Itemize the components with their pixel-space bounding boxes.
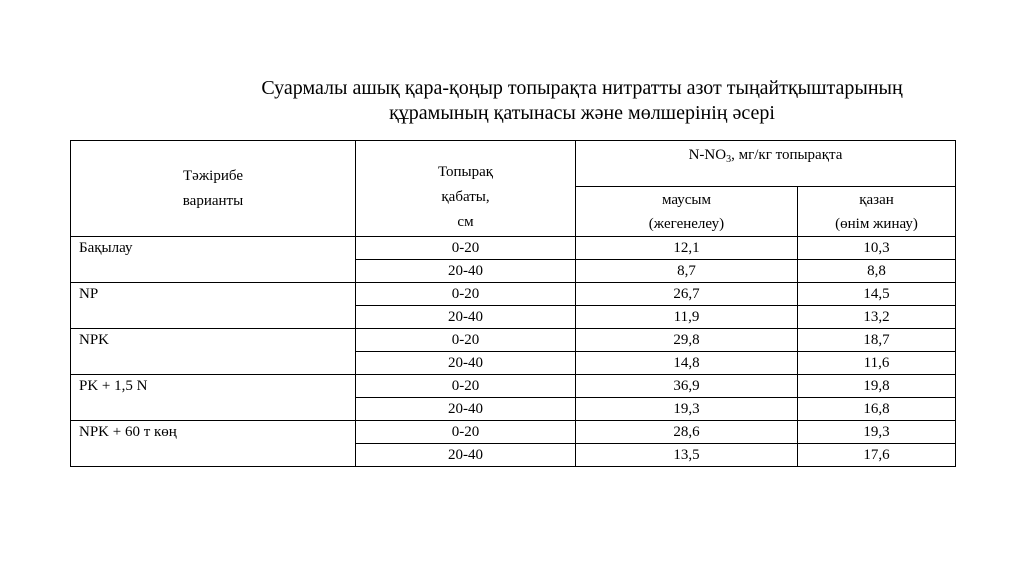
variant-cell: PK + 1,5 N [71,375,356,421]
title-line-1: Суармалы ашық қара-қоңыр топырақта нитратты азот тыңайтқыштарының [261,77,903,99]
layer-cell: 0-20 [356,375,576,398]
header-nno3: $N-NO_3$, мг/кг топырақта [576,141,956,187]
table-row [71,237,956,260]
variant-cell: NPK + 60 т көң [71,421,356,467]
layer-cell: 0-20 [356,329,576,352]
variant-cell: Бақылау [71,237,356,283]
june-cell: 26,7 [576,283,798,306]
header-soil-layer: Топырақ қабаты, см [356,141,576,237]
nitrate-table [70,140,956,467]
october-cell: 8,8 [798,260,956,283]
layer-cell: 20-40 [356,444,576,467]
june-cell: 36,9 [576,375,798,398]
title-line-2: құрамының қатынасы және мөлшерінің әсері [389,102,775,124]
june-cell: 12,1 [576,237,798,260]
june-cell: 29,8 [576,329,798,352]
table-row [71,421,956,444]
june-cell: 13,5 [576,444,798,467]
table-body [71,237,956,467]
october-cell: 16,8 [798,398,956,421]
header-june: маусым (жегенелеу) [576,187,798,237]
layer-cell: 0-20 [356,237,576,260]
layer-cell: 20-40 [356,352,576,375]
variant-cell: NPK [71,329,356,375]
june-cell: 14,8 [576,352,798,375]
table-row [71,375,956,398]
layer-cell: 0-20 [356,421,576,444]
october-cell: 10,3 [798,237,956,260]
table-row [71,329,956,352]
june-cell: 19,3 [576,398,798,421]
october-cell: 18,7 [798,329,956,352]
october-cell: 11,6 [798,352,956,375]
header-october: қазан (өнім жинау) [798,187,956,237]
june-cell: 11,9 [576,306,798,329]
layer-cell: 20-40 [356,398,576,421]
layer-cell: 20-40 [356,260,576,283]
table-row [71,283,956,306]
october-cell: 13,2 [798,306,956,329]
june-cell: 28,6 [576,421,798,444]
october-cell: 14,5 [798,283,956,306]
layer-cell: 20-40 [356,306,576,329]
header-variant: Тәжірибе варианты [71,141,356,237]
page-title [0,76,1024,126]
variant-cell: NP [71,283,356,329]
layer-cell: 0-20 [356,283,576,306]
october-cell: 17,6 [798,444,956,467]
june-cell: 8,7 [576,260,798,283]
october-cell: 19,8 [798,375,956,398]
october-cell: 19,3 [798,421,956,444]
